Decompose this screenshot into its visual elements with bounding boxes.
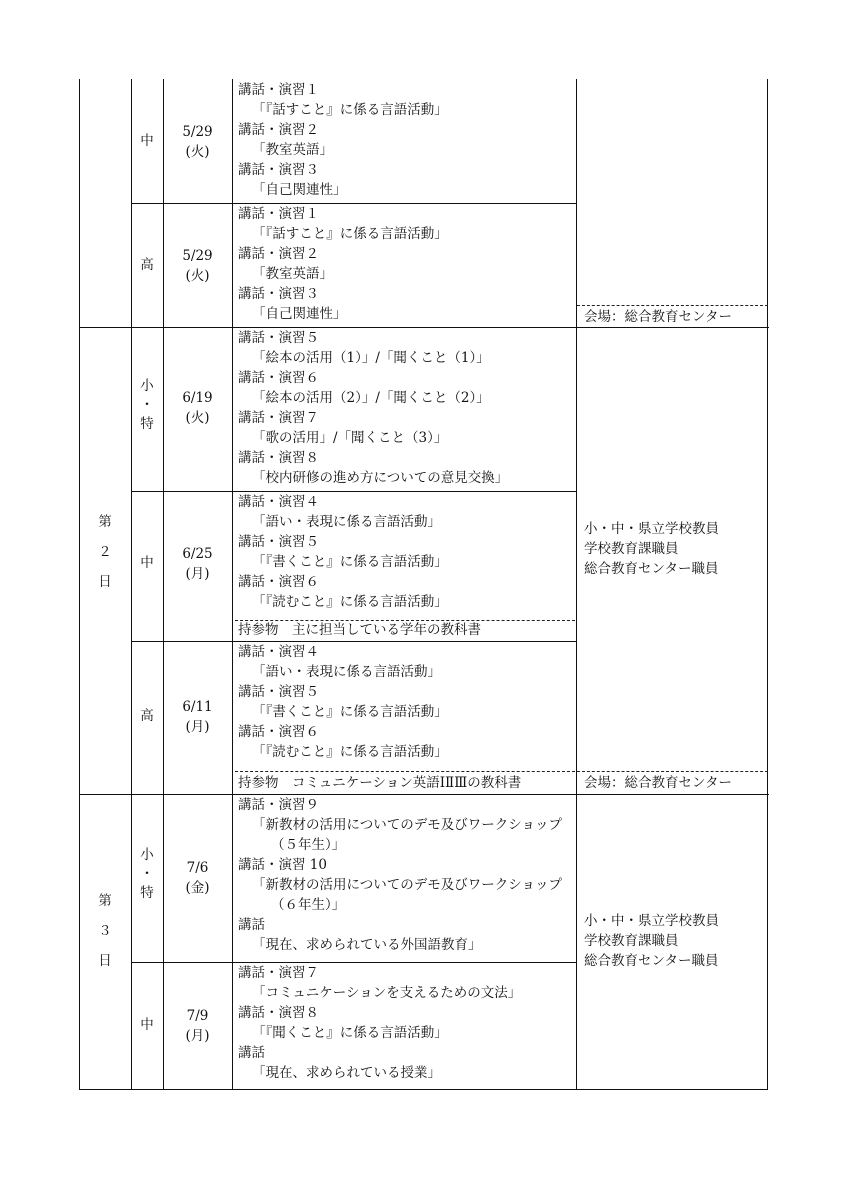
content-line: 「絵本の活用（1）」/「聞くこと（1）」 — [252, 350, 490, 366]
content-line: 「語い・表現に係る言語活動」 — [252, 514, 441, 530]
participants-day3: 小・中・県立学校教員 学校教育課職員 総合教育センター職員 — [584, 913, 719, 969]
content-line: 「現在、求められている授業」 — [252, 1065, 441, 1081]
content-line: 講話・演習１ — [238, 206, 319, 222]
level-label: 中 — [140, 133, 154, 149]
content-line: 「歌の活用」/「聞くこと（3）」 — [252, 430, 448, 446]
content-line: 講話・演習７ — [238, 410, 319, 426]
content-line: 講話 — [238, 1045, 265, 1061]
table-row — [131, 203, 576, 327]
weekday: (火) — [185, 268, 210, 284]
table-row — [131, 79, 576, 203]
weekday: (月) — [185, 719, 210, 735]
date: 5/29 — [182, 124, 213, 140]
venue-note: 会場：総合教育センター — [584, 309, 732, 325]
content-line: 「『読むこと』に係る言語活動」 — [252, 594, 448, 610]
dashed-divider — [577, 305, 768, 306]
participants-day2: 小・中・県立学校教員 学校教育課職員 総合教育センター職員 — [584, 521, 719, 577]
date: 6/19 — [182, 390, 213, 406]
belongings-note: 持参物 コミュニケーション英語ⅠⅡⅢの教科書 — [238, 775, 522, 791]
content-line: 講話・演習２ — [238, 246, 319, 262]
content-line: 講話・演習６ — [238, 370, 319, 386]
content-line: 講話・演習３ — [238, 162, 319, 178]
content-line: 講話・演習１ — [238, 82, 319, 98]
content-line: 講話・演習５ — [238, 330, 319, 346]
day-label-3: 第 ３ 日 — [98, 893, 112, 969]
content-line: 「『書くこと』に係る言語活動」 — [252, 704, 448, 720]
schedule-table — [79, 79, 768, 1090]
date: 7/9 — [186, 1008, 209, 1024]
content-line: 「校内研修の進め方についての意見交換」 — [252, 470, 509, 486]
day-label-2: 第 ２ 日 — [98, 514, 112, 590]
table-row — [131, 327, 576, 491]
date: 7/6 — [186, 860, 209, 876]
weekday: (月) — [185, 1028, 210, 1044]
weekday: (金) — [185, 880, 210, 896]
content-line: 「自己関連性」 — [252, 306, 347, 322]
content-line: 「自己関連性」 — [252, 182, 347, 198]
content-line: 「教室英語」 — [252, 266, 333, 282]
date: 5/29 — [182, 248, 213, 264]
content-line: 講話・演習４ — [238, 644, 319, 660]
content-line: 講話・演習５ — [238, 534, 319, 550]
table-row — [131, 491, 576, 641]
weekday: (月) — [185, 566, 210, 582]
content-line: 講話・演習６ — [238, 574, 319, 590]
content-line: （５年生）」 — [271, 837, 346, 853]
content-line: 「『聞くこと』に係る言語活動」 — [252, 1025, 448, 1041]
content-line: 「語い・表現に係る言語活動」 — [252, 664, 441, 680]
content-line: 講話・演習７ — [238, 965, 319, 981]
content-line: 講話・演習８ — [238, 450, 319, 466]
content-line: 講話・演習６ — [238, 724, 319, 740]
weekday: (火) — [185, 410, 210, 426]
table-row — [131, 794, 576, 962]
level-label: 小 ・ 特 — [140, 378, 154, 432]
content-line: 講話・演習８ — [238, 1005, 319, 1021]
level-label: 高 — [140, 708, 154, 724]
weekday: (火) — [185, 144, 210, 160]
level-label: 小 ・ 特 — [140, 847, 154, 901]
content-line: 「コミュニケーションを支えるための文法」 — [252, 985, 522, 1001]
content-line: 講話・演習４ — [238, 494, 319, 510]
content-line: 「新教材の活用についてのデモ及びワークショップ — [252, 817, 562, 833]
content-line: 講話・演習３ — [238, 286, 319, 302]
content-line: 講話・演習２ — [238, 122, 319, 138]
dashed-divider — [577, 771, 768, 772]
content-line: （６年生）」 — [271, 897, 346, 913]
date: 6/25 — [182, 546, 213, 562]
table-row — [131, 641, 576, 794]
column-divider-content — [576, 79, 577, 1090]
content-line: 「教室英語」 — [252, 142, 333, 158]
content-line: 講話・演習９ — [238, 797, 319, 813]
content-line: 講話・演習 10 — [238, 857, 327, 873]
content-line: 「『書くこと』に係る言語活動」 — [252, 554, 448, 570]
level-label: 中 — [140, 1017, 154, 1033]
content-line: 「『読むこと』に係る言語活動」 — [252, 744, 448, 760]
content-line: 「新教材の活用についてのデモ及びワークショップ — [252, 877, 562, 893]
content-line: 講話・演習５ — [238, 684, 319, 700]
content-line: 「絵本の活用（2）」/「聞くこと（2）」 — [252, 390, 490, 406]
content-line: 「『話すこと』に係る言語活動」 — [252, 102, 448, 118]
level-label: 高 — [140, 257, 154, 273]
content-line: 「現在、求められている外国語教育」 — [252, 937, 482, 953]
level-label: 中 — [140, 555, 154, 571]
content-line: 講話 — [238, 917, 265, 933]
venue-note: 会場：総合教育センター — [584, 775, 732, 791]
table-row — [131, 962, 576, 1090]
date: 6/11 — [182, 699, 213, 715]
belongings-note: 持参物 主に担当している学年の教科書 — [238, 622, 481, 638]
content-line: 「『話すこと』に係る言語活動」 — [252, 226, 448, 242]
